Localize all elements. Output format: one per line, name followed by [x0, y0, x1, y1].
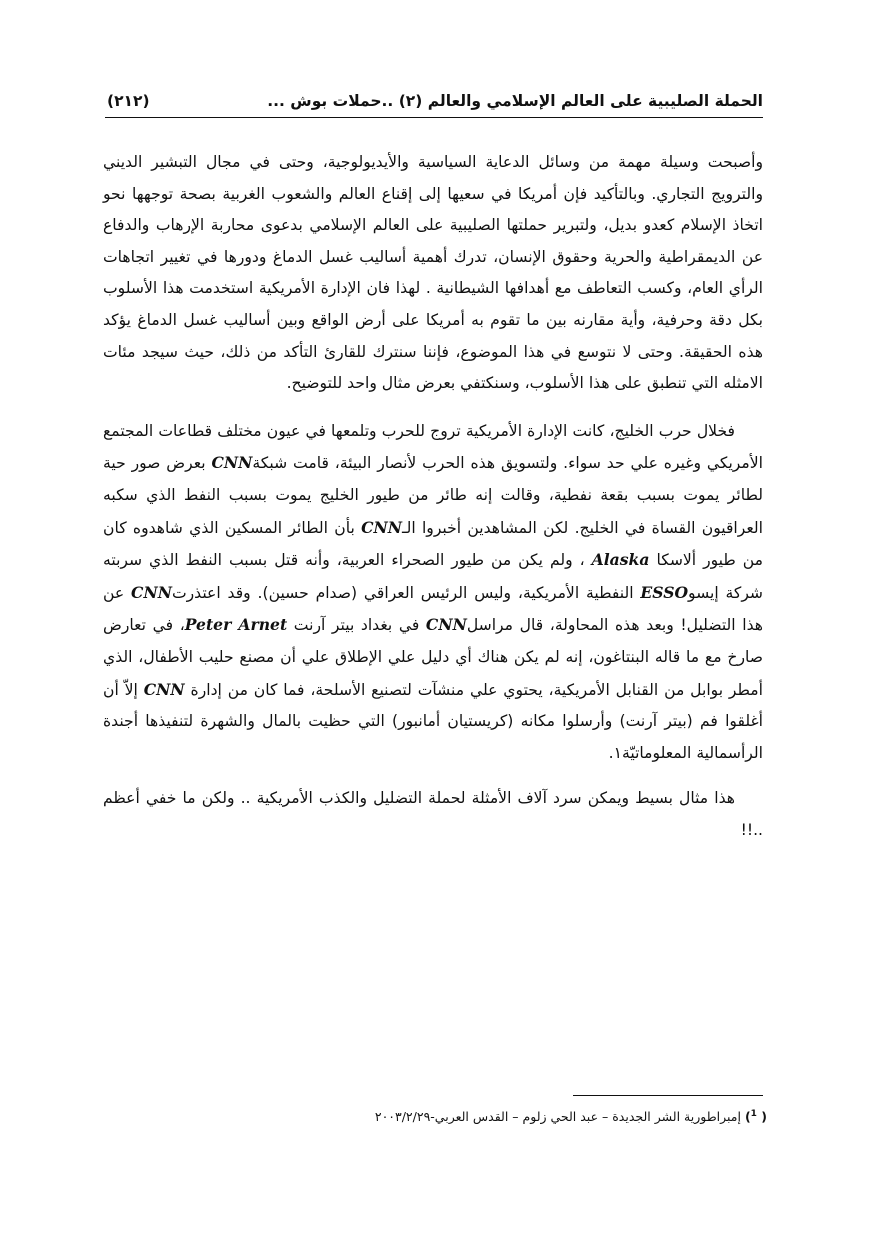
paragraph-1: وأصبحت وسيلة مهمة من وسائل الدعاية السياسية والأيديولوجية، وحتى في مجال التبشير الديني والترويج التجاري. وبالتأكيد فإن أمريكا في سعيها إلى إقناع العالم والشعوب الغربية بصحة توجهها نحو اتخاذ الإسلام كعدو بديل، ولتبرير حملتها الصليبية على العالم الإسلامي بدعوى محاربة الإرهاب والدفاع عن الديمقراطية والحرية وحقوق الإنسان، تدرك أهمية أساليب غسل الدماغ ودورها في تغيير اتجاهات الرأي العام، وكسب التعاطف مع أهدافها الشيطانية . لهذا فان الإدارة الأمريكية استخدمت هذا الأسلوب بكل دقة وحرفية، وأية مقارنه بين ما تقوم به أمريكا على أرض الواقع وبين أساليب غسل الدماغ يؤكد هذه الحقيقة. وحتى لا نتوسع في هذا الموضوع، فإننا سنترك للقارئ التأكد من ذلك، حيث سيجد مئات الامثله التي تنطبق على هذا الأسلوب، وسنكتفي بعرض مثال واحد للتوضيح.	[103, 153, 763, 393]
footnote-text: إمبراطورية الشر الجديدة – عبد الحي زلوم – القدس العربي-٢٠٠٣/٢/٢٩	[374, 1109, 741, 1125]
p2-text-a: فخلال حرب الخليج، كانت الإدارة الأمريكية تروج للحرب وتلمعها في عيون مختلف قطاعات المجتمع الأمريكي وغيره علي حد سواء. ولتسويق هذه الحرب لأنصار البيئة، قامت شبكة	[103, 421, 763, 473]
cnn-term: CNN	[361, 517, 403, 537]
body-text	[103, 147, 763, 846]
footnote-number: 1	[750, 1109, 757, 1119]
p2-text-g: في بغداد بيتر آرنت	[287, 616, 426, 635]
cnn-term: CNN	[143, 679, 185, 699]
esso-term: ESSO	[640, 582, 689, 602]
alaska-term: Alaska	[591, 550, 650, 570]
peter-arnet-term: Peter Arnet	[184, 615, 288, 635]
page-number: (٢١٢)	[107, 92, 150, 110]
cnn-term: CNN	[211, 453, 253, 473]
p2-text-b: بعرض صور حية لطائر يموت بسبب بقعة نفطية، وقالت إنه طائر من طيور الخليج يموت بسبب النفط الذي سكبه العراقيون القساة في الخليج. لكن المشاهدين أخبروا الـ	[103, 454, 763, 537]
p2-text-f: عن هذا التضليل! وبعد هذه المحاولة، قال مراسل	[103, 583, 763, 635]
paragraph-2	[103, 416, 763, 770]
header-rule	[105, 117, 763, 118]
p2-text-e: النفطية الأمريكية، وليس الرئيس العراقي (صدام حسين). وقد اعتذرت	[171, 583, 641, 602]
running-title: الحملة الصليبية على العالم الإسلامي والعالم (٢) ..حملات بوش ...	[267, 92, 763, 110]
footnote-rule	[573, 1095, 763, 1096]
cnn-term: CNN	[131, 582, 172, 602]
page-header	[107, 88, 763, 114]
paragraph-3: هذا مثال بسيط ويمكن سرد آلاف الأمثلة لحملة التضليل والكذب الأمريكية .. ولكن ما خفي أعظم ..!!	[103, 789, 763, 839]
footnote	[200, 1104, 767, 1127]
p2-text-d: ، ولم يكن من طيور الصحراء العربية، وأنه قتل بسبب النفط الذي سربته شركة إيسو	[103, 551, 763, 602]
footnote-marker: ( $^1$)	[744, 1109, 767, 1125]
p2-text-c: بأن الطائر المسكين الذي شاهدوه كان من طيور ألاسكا	[103, 518, 763, 570]
p2-text-i: إلاّ أن أغلقوا فم (بيتر آرنت) وأرسلوا مكانه (كريستيان أمانبور) التي حظيت بالمال والشهرة لتنفيذها أجندة الرأسمالية المعلوماتيّة١.	[103, 680, 763, 762]
cnn-term: CNN	[425, 615, 467, 635]
p2-text-h: ، في تعارض صارخ مع ما قاله البنتاغون، إنه لم يكن هناك أي دليل علي الإطلاق علي أن مصنع حليب الأطفال، الذي أمطر بوابل من القنابل الأمريكية، يحتوي علي منشآت لتصنيع الأسلحة، فما كان من إدارة	[103, 616, 763, 699]
